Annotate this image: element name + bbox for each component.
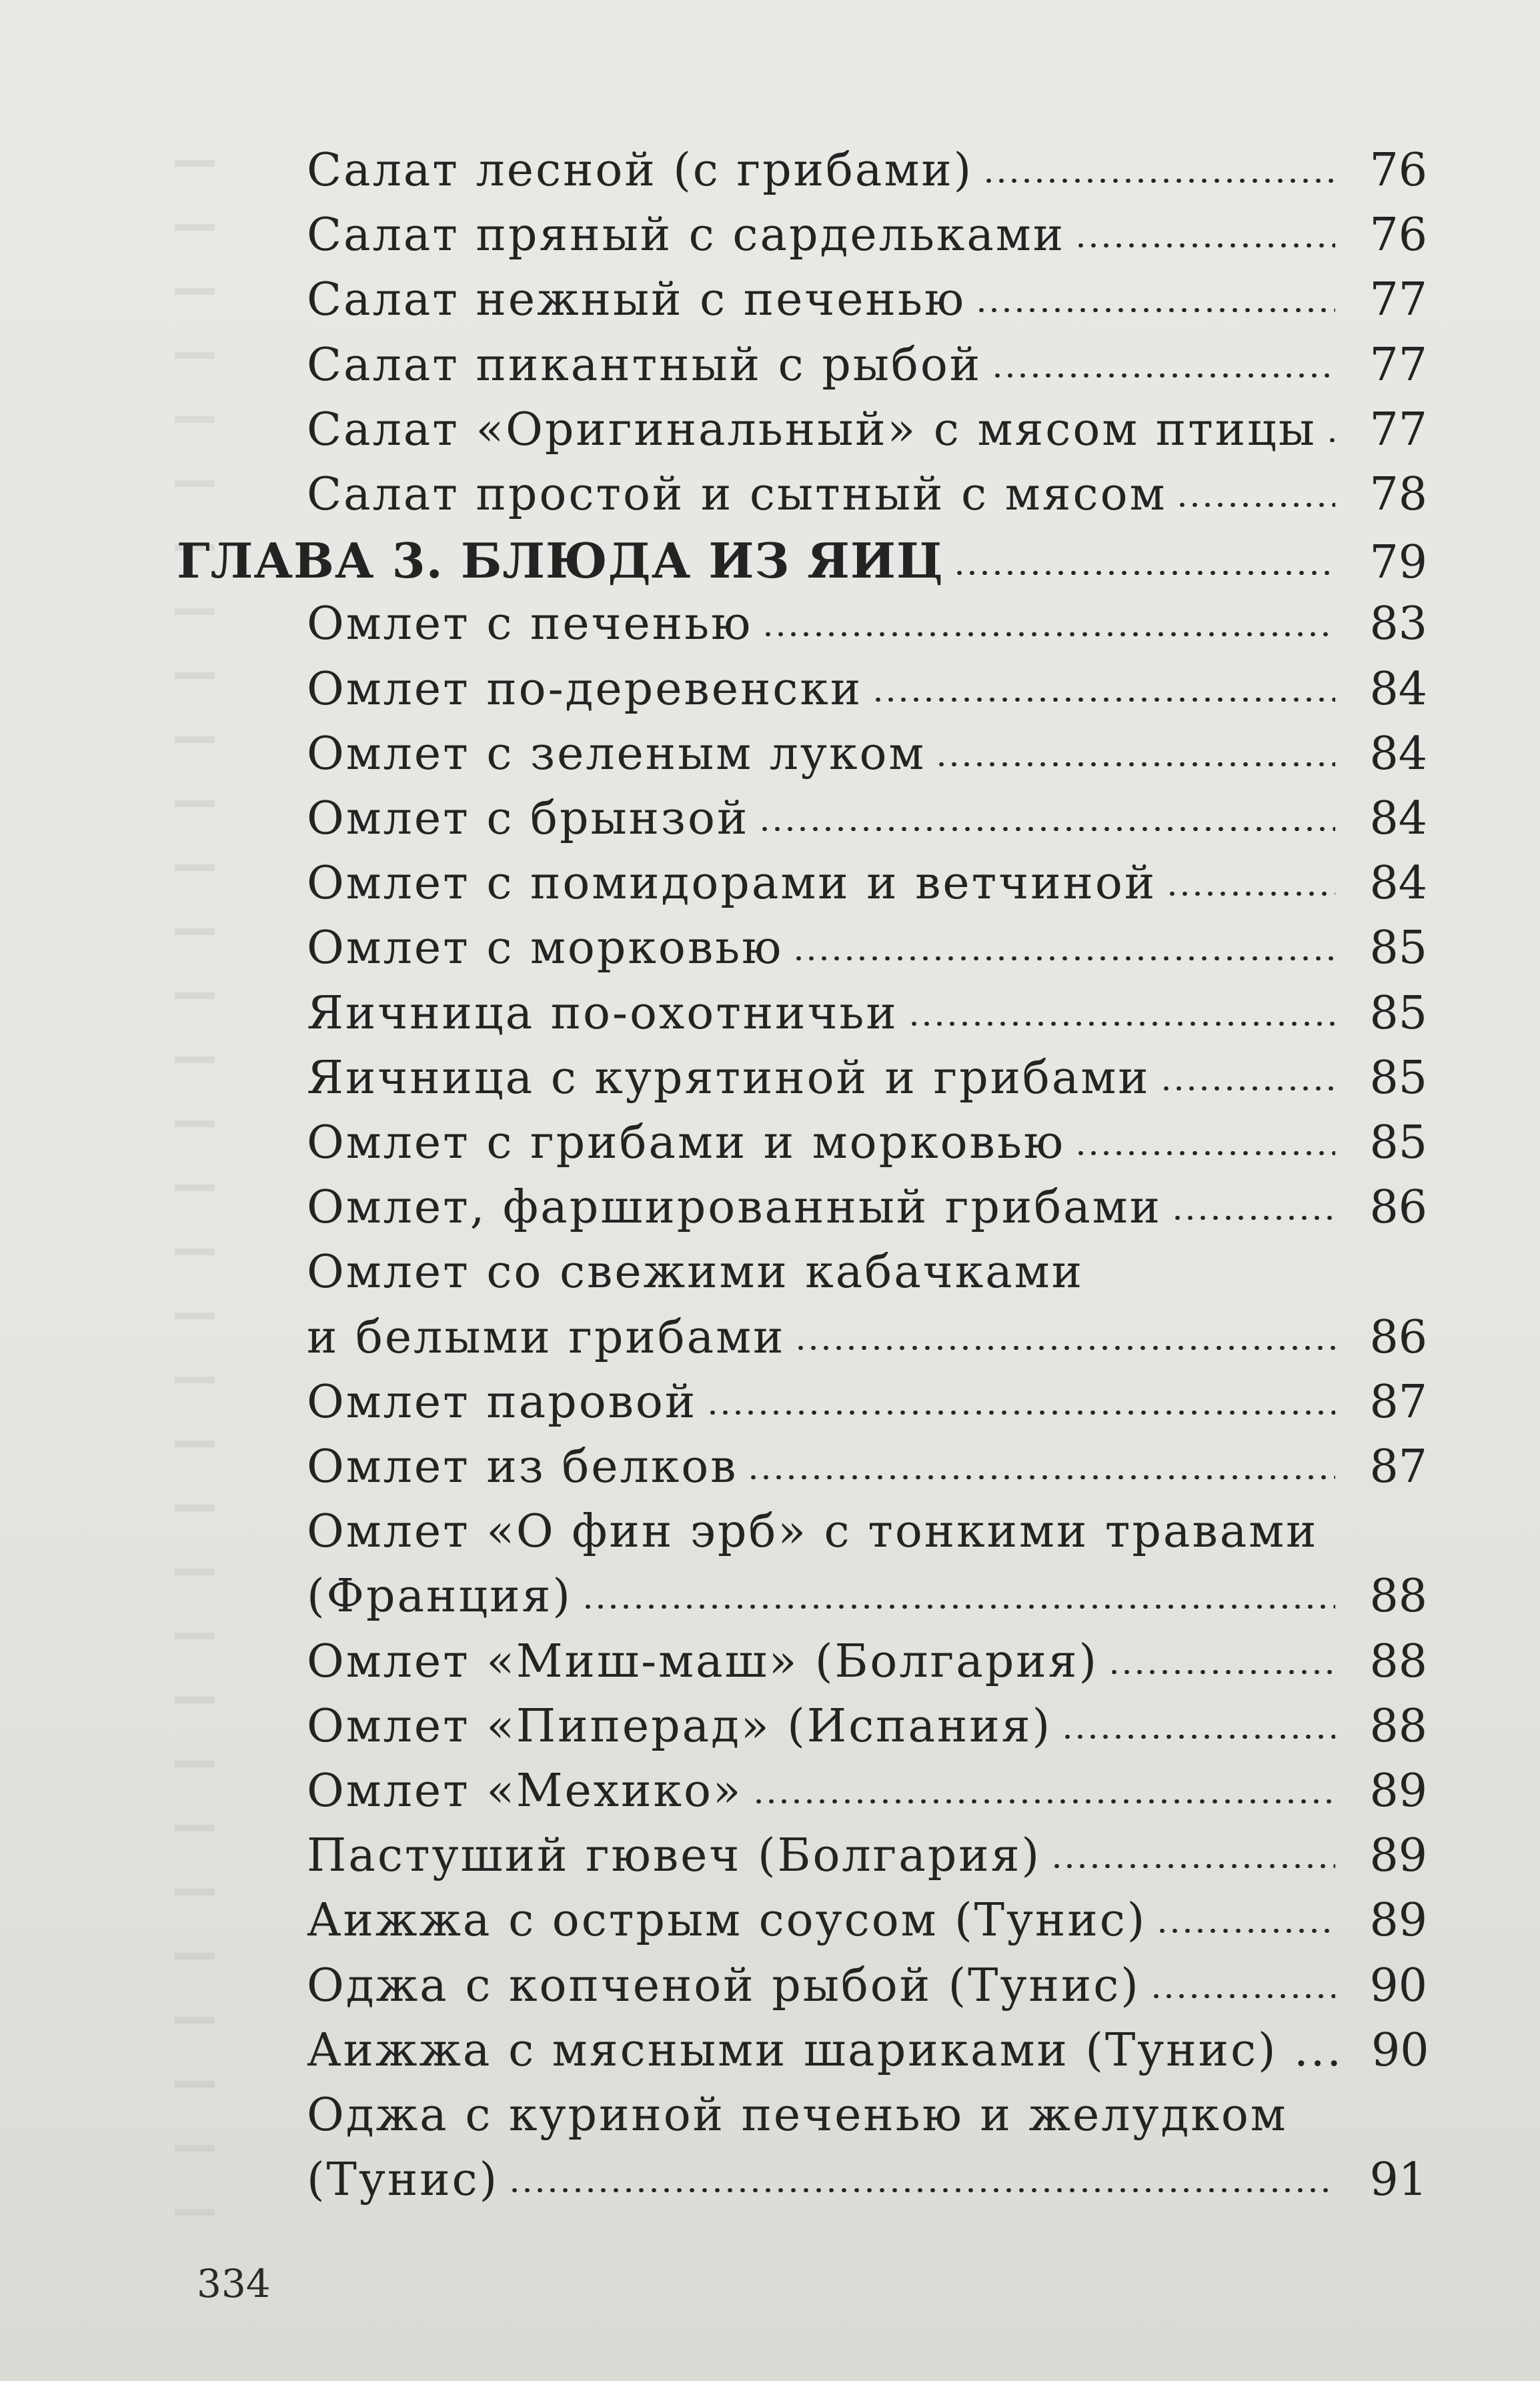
toc-page-number: 87 <box>1369 1375 1427 1429</box>
toc-entry-title: Омлет со свежими кабачками <box>307 1246 1084 1299</box>
toc-entry-title: Омлет с грибами и морковью <box>307 1116 1066 1169</box>
toc-page-number: 84 <box>1369 857 1427 910</box>
toc-entry-title: Омлет «Мехико» <box>307 1765 743 1817</box>
toc-page-number: 84 <box>1369 727 1427 780</box>
toc-entry-title: Омлет с печенью <box>307 598 753 651</box>
toc-entry-line <box>307 1246 1427 1299</box>
toc-entry-title: Омлет с помидорами и ветчиной <box>307 857 1157 910</box>
toc-entry-title: Пастуший гювеч (Болгария) <box>307 1829 1042 1883</box>
dot-leader <box>792 956 1335 960</box>
dot-leader <box>1160 1086 1335 1090</box>
toc-entry-title: и белыми грибами <box>307 1311 786 1364</box>
toc-page-number: 89 <box>1369 1894 1427 1947</box>
dot-leader <box>872 698 1335 702</box>
toc-entry-line <box>307 1181 1427 1235</box>
toc-entry-line <box>307 273 1427 327</box>
toc-entry-line <box>307 598 1427 651</box>
show-through-text <box>175 133 215 2268</box>
dot-leader <box>982 179 1335 183</box>
toc-entry-title: Салат лесной (с грибами) <box>307 144 974 197</box>
dot-leader <box>1150 1994 1335 1998</box>
toc-page-number: 91 <box>1369 2154 1427 2207</box>
toc-entry-line <box>307 986 1427 1040</box>
toc-entry-line <box>307 144 1427 197</box>
toc-entry-line <box>307 1116 1427 1169</box>
toc-entry-line <box>307 1051 1427 1104</box>
toc-page-number: 83 <box>1369 598 1427 651</box>
toc-page-number: 78 <box>1369 468 1427 521</box>
toc-entry-line <box>307 338 1427 391</box>
toc-page-number: 87 <box>1369 1441 1427 1493</box>
dot-leader <box>582 1605 1335 1609</box>
toc-entry-line <box>307 792 1427 845</box>
toc-entry-title: Аижжа с острым соусом (Тунис) <box>307 1894 1147 1947</box>
toc-entry-title: Омлет, фаршированный грибами <box>307 1181 1162 1235</box>
toc-entry-line <box>307 1829 1427 1883</box>
toc-entry-title: Яичница по-охотничьи <box>307 986 898 1040</box>
toc-entry-title: Омлет «Пиперад» (Испания) <box>307 1699 1052 1753</box>
toc-entry-title: ГЛАВА 3. БЛЮДА ИЗ ЯИЦ <box>177 532 944 590</box>
toc-entry-title: Омлет с брынзой <box>307 792 750 845</box>
toc-entry-title: Омлет с морковью <box>307 922 784 975</box>
dot-leader <box>1061 1735 1335 1739</box>
toc-entry-line <box>307 468 1427 521</box>
toc-page-number: 88 <box>1369 1635 1427 1688</box>
toc-entry-line <box>307 1375 1427 1429</box>
toc-entry-line <box>177 532 1427 590</box>
toc-entry-line <box>307 1570 1427 1623</box>
dot-leader <box>991 373 1335 377</box>
toc-entry-line <box>307 922 1427 975</box>
dot-leader <box>752 1799 1335 1803</box>
toc-entry-line <box>307 727 1427 780</box>
dot-leader <box>762 632 1335 636</box>
toc-page-number: 77 <box>1369 338 1427 391</box>
dot-leader <box>1074 1151 1335 1155</box>
toc-page-number: 86 <box>1369 1311 1427 1364</box>
dot-leader <box>1074 243 1335 247</box>
toc-page-number: 76 <box>1369 144 1427 197</box>
toc-entry-line <box>307 1311 1427 1364</box>
toc-entry-title: Омлет из белков <box>307 1441 738 1493</box>
toc-entry-line <box>307 1699 1427 1753</box>
toc-page-number: 90 <box>1371 2024 1429 2077</box>
toc-entry-line <box>307 2024 1429 2077</box>
dot-leader <box>953 571 1335 575</box>
toc-entry-line <box>307 2154 1427 2207</box>
toc-page-number: 84 <box>1369 792 1427 845</box>
toc-entry-title: (Франция) <box>307 1570 572 1623</box>
toc-page-number: 85 <box>1369 1116 1427 1169</box>
page-number: 334 <box>197 2261 271 2306</box>
dot-leader <box>1171 1216 1335 1220</box>
toc-entry-title: Яичница с курятиной и грибами <box>307 1051 1150 1104</box>
toc-entry-line <box>307 662 1427 716</box>
dot-leader <box>1050 1864 1335 1868</box>
toc-entry-title: (Тунис) <box>307 2154 500 2207</box>
toc-page-number: 77 <box>1369 273 1427 327</box>
toc-entry-title: Оджа с куриной печенью и желудком <box>307 2089 1288 2142</box>
toc-page-number: 88 <box>1369 1699 1427 1753</box>
toc-page-number: 89 <box>1369 1829 1427 1883</box>
dot-leader <box>758 827 1335 831</box>
toc-page-number: 77 <box>1369 403 1427 456</box>
dot-leader <box>975 308 1335 312</box>
dot-leader <box>706 1411 1335 1415</box>
toc-entry-line <box>307 1765 1427 1817</box>
toc-page-number: 79 <box>1369 536 1427 590</box>
dot-leader <box>908 1022 1335 1026</box>
toc-entry-title: Салат простой и сытный с мясом <box>307 468 1167 521</box>
toc-page-number: 90 <box>1369 1959 1427 2012</box>
toc-page-number: 85 <box>1369 922 1427 975</box>
dot-leader <box>1108 1670 1335 1674</box>
toc-entry-title: Салат «Оригинальный» с мясом птицы <box>307 403 1317 456</box>
dot-leader <box>935 762 1335 766</box>
dot-leader <box>1166 892 1335 896</box>
toc-entry-title: Аижжа с мясными шариками (Тунис) ... <box>307 2024 1344 2077</box>
dot-leader <box>794 1346 1335 1350</box>
toc-entry-title: Оджа с копченой рыбой (Тунис) <box>307 1959 1140 2012</box>
toc-entry-title: Омлет «Миш-маш» (Болгария) <box>307 1635 1099 1688</box>
toc-entry-line <box>307 1959 1427 2012</box>
toc-page-number: 86 <box>1369 1181 1427 1235</box>
toc-entry-line <box>307 1441 1427 1493</box>
toc-page-number: 85 <box>1369 1051 1427 1104</box>
toc-entry-line <box>307 1894 1427 1947</box>
toc-entry-title: Омлет «О фин эрб» с тонкими травами <box>307 1505 1319 1559</box>
toc-page-number: 85 <box>1369 986 1427 1040</box>
toc-page-number: 89 <box>1369 1765 1427 1817</box>
dot-leader <box>1156 1929 1335 1933</box>
toc-entry-title: Салат пряный с сардельками <box>307 209 1066 262</box>
toc-entry-title: Салат пикантный с рыбой <box>307 338 982 391</box>
toc-entry-title: Омлет по-деревенски <box>307 662 863 716</box>
toc-entry-line <box>307 2089 1427 2142</box>
dot-leader <box>1176 503 1335 507</box>
toc-entry-title: Салат нежный с печенью <box>307 273 966 327</box>
dot-leader <box>747 1475 1335 1479</box>
toc-page-number: 88 <box>1369 1570 1427 1623</box>
toc-entry-line <box>307 1505 1427 1559</box>
toc-page-number: 76 <box>1369 209 1427 262</box>
dot-leader <box>508 2188 1335 2192</box>
toc-entry-line <box>307 403 1427 456</box>
toc-entry-title: Омлет с зеленым луком <box>307 727 926 780</box>
toc-entry-line <box>307 209 1427 262</box>
toc-entry-title: Омлет паровой <box>307 1375 698 1429</box>
toc-entry-line <box>307 857 1427 910</box>
toc-entry-line <box>307 1635 1427 1688</box>
toc-page-number: 84 <box>1369 662 1427 716</box>
dot-leader <box>1326 438 1335 442</box>
